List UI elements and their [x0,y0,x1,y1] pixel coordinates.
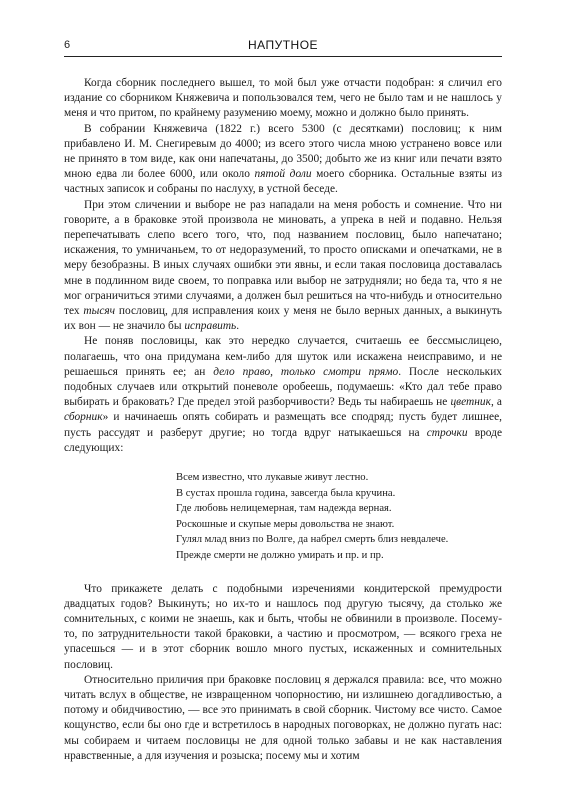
italic-text: сборник [64,411,103,424]
text-run: » и начинаешь опять собирать и размещать все сподряд; пусть будет лишнее, пусть рассудят и разберут другие; но тогда вдруг натыкаешься на [64,411,502,439]
text-run: моего сборника. Остальные взяты из частных записок и собраны по наслуху, в устной беседе. [64,168,502,196]
italic-text: дело право, только смотри прямо [213,365,399,378]
paragraphs-top [64,76,502,456]
text-run: Когда сборник последнего вышел, то мой был уже отчасти подобран: я сличил его издание со сборником Княжевича и попользовался тем, чего не было там и не нашлось у меня и что притом, по крайнему разумению моему, можно и должно было принять. [64,77,502,120]
paragraph [64,76,502,122]
text-run: . [236,320,240,333]
italic-text: исправить [184,320,237,333]
italic-text: тысяч [83,305,116,318]
paragraph [64,198,502,335]
italic-text: пятой доли [254,168,312,181]
text-run: Не поняв пословицы, как это нередко случается, считаешь ее бессмыслицею, полагаешь, что она придумана кем-либо для шуток или искажена неисправимо, и не решаешься принять ее; ан [64,335,502,378]
body-text [64,76,502,764]
text-run: Относительно приличия при браковке пословиц я держался правила: все, что можно читать вслух в обществе, не извращенном чопорностию, ни излишнею догадливостью, а потому и обидчивостию, — все это принимать в свой сборник. Чистому все чисто. Самое кощунство, если бы оно где и встретилось в народных поговорках, не должно пугать нас: мы собираем и читаем пословицы не для одной только забавы и не как наставления нравственные, а для изучения и розыска; посему мы и хотим [64,673,502,762]
chapter-title: НАПУТНОЕ [247,38,319,52]
italic-text: строчки [426,426,468,439]
text-run: , а [490,396,502,409]
paragraph [64,582,502,673]
text-run: пословиц, для исправления коих у меня не было верных данных, а выкинуть их вон — не значило бы [64,305,502,333]
quoted-proverbs [64,470,502,564]
paragraph [64,122,502,198]
proverb-line: В сустах прошла година, завсегда была кручина. [176,487,396,499]
italic-text: цветник [450,396,491,409]
page-number: 6 [64,39,71,51]
paragraph [64,334,502,456]
proverb-line: Роскошные и скупые меры довольства не знают. [176,518,395,530]
text-run: В собрании Княжевича (1822 г.) всего 5300 (с десятками) пословиц; к ним прибавлено И. М. Снегиревым до 4000; из всего этого числа мною устранено вовсе или не принято в том виде, как они напечатаны, до 3500; добыто же из книг или печати взято мною едва ли более 6000, или около [64,122,502,181]
paragraph [64,673,502,764]
proverb-line: Прежде смерти не должно умирать и пр. и пр. [176,550,384,562]
proverb-line: Где любовь нелицемерная, там надежда верная. [176,503,392,515]
text-run: вроде следующих: [64,426,502,454]
text-run: . После нескольких подобных случаев или открытий поневоле оробеешь, подумаешь: «Кто дал тебе право выбирать и браковать? Где предел этой разборчивости? Ведь ты набираешь не [64,365,502,409]
proverb-line: Гулял млад вниз по Волге, да набрел смерть близ невдалече. [176,534,449,546]
paragraphs-bottom [64,582,502,764]
text-run: При этом сличении и выборе не раз нападали на меня робость и сомнение. Что ни говорите, а в браковке этой произвола не миновать, а упрека в ней и подавно. Нельзя перепечатывать слепо всего того, что, под названием пословиц, было напечатано; искажения, то умничаньем, то от недоразумений, то просто описками и опечатками, не в меру безобразны. В иных случаях ошибки эти явны, и если такая пословица доставалась мне в подлинном виде своем, то поправка или выбор не затрудняли; но беда та, что я не мог ограничиться этими случаями, а должен был решиться на что-нибудь и относительно тех [64,198,502,318]
text-run: Что прикажете делать с подобными изречениями кондитерской премудрости двадцатых годов? Выкинуть; но их-то и нашлось под другую тысячу, да столько же сомнительных, с коими не знаешь, как и быть, чтобы не обвинили в произволе. Посему-то, по затруднительности такой браковки, а частию и просмотром, — всякого греха не упасешься — и в этот сборник вошло много пустых, искаженных и сомнительных пословиц. [64,582,502,671]
proverb-line: Всем известно, что лукавые живут лестно. [176,472,369,484]
running-header [64,38,502,57]
